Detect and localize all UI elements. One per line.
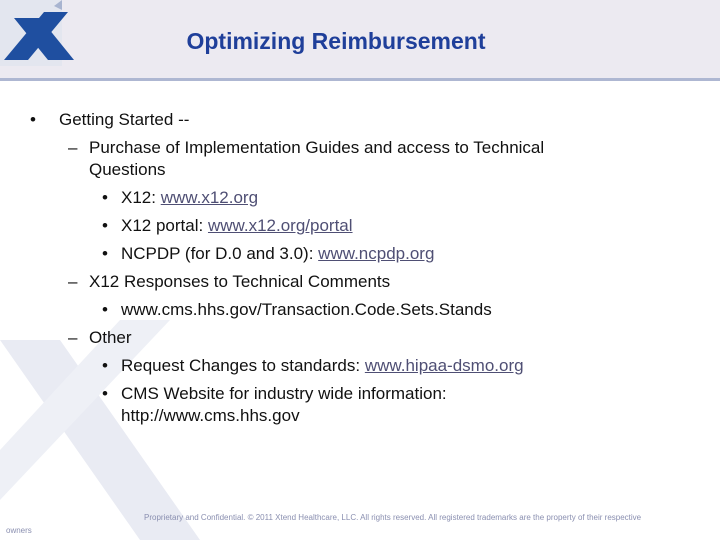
list-item-text: Request Changes to standards: xyxy=(121,356,361,375)
page-title: Optimizing Reimbursement xyxy=(186,28,486,54)
list-item-text: NCPDP (for D.0 and 3.0): xyxy=(121,244,314,263)
list-item-text: CMS Website for industry wide information: xyxy=(121,384,447,403)
list-item-text: www.cms.hhs.gov/Transaction.Code.Sets.Stands xyxy=(121,300,492,319)
header-divider xyxy=(0,78,720,81)
list-item-text: X12: xyxy=(121,188,156,207)
ncpdp-link[interactable]: www.ncpdp.org xyxy=(318,244,435,263)
list-item xyxy=(30,106,690,134)
bullet-icon: • xyxy=(102,244,108,263)
dash-icon: – xyxy=(68,138,78,157)
hipaa-dsmo-link[interactable]: www.hipaa-dsmo.org xyxy=(364,356,524,375)
content-list xyxy=(30,106,690,430)
dash-icon: – xyxy=(68,328,78,347)
list-item-text: Questions xyxy=(89,160,166,179)
list-item xyxy=(30,352,690,380)
list-item xyxy=(30,240,690,268)
list-item-continuation xyxy=(30,402,690,430)
x12-portal-link[interactable]: www.x12.org/portal xyxy=(207,216,353,235)
list-item xyxy=(30,212,690,240)
list-item-continuation xyxy=(30,156,690,184)
bullet-icon: • xyxy=(30,110,36,129)
bullet-icon: • xyxy=(102,216,108,235)
footer-copyright: Proprietary and Confidential. © 2011 Xtend Healthcare, LLC. All rights reserved. All registered trademarks are the property of their respective xyxy=(144,513,642,522)
list-item xyxy=(30,324,690,352)
list-item xyxy=(30,296,690,324)
list-item-text: Getting Started -- xyxy=(59,110,190,129)
bullet-icon: • xyxy=(102,300,108,319)
footer-copyright-continued: owners xyxy=(6,526,32,535)
list-item-text: Other xyxy=(89,328,132,347)
dash-icon: – xyxy=(68,272,78,291)
bullet-icon: • xyxy=(102,384,108,403)
list-item xyxy=(30,268,690,296)
x12-link[interactable]: www.x12.org xyxy=(160,188,259,207)
bullet-icon: • xyxy=(102,188,108,207)
bullet-icon: • xyxy=(102,356,108,375)
list-item xyxy=(30,184,690,212)
list-item-text: http://www.cms.hhs.gov xyxy=(121,406,300,425)
list-item-text: X12 Responses to Technical Comments xyxy=(89,272,391,291)
list-item-text: Purchase of Implementation Guides and access to Technical xyxy=(89,138,545,157)
list-item-text: X12 portal: xyxy=(121,216,204,235)
